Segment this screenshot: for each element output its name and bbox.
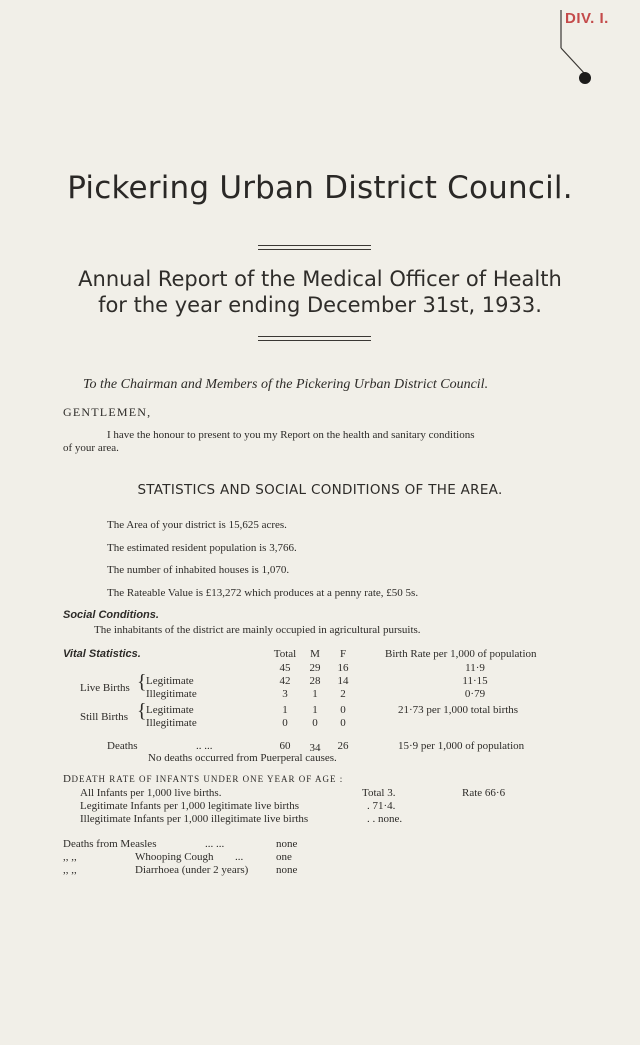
deaths-label: Deaths [107, 740, 138, 752]
still-legit-m: 1 [312, 704, 318, 716]
stamp-mark [555, 8, 595, 88]
deaths-total: 60 [279, 740, 291, 752]
puerperal-note: No deaths occurred from Puerperal causes. [148, 752, 337, 764]
still-rate: 21·73 per 1,000 total births [398, 704, 519, 716]
deaths-rate: 15·9 per 1,000 of population [398, 740, 525, 752]
still-illegit-total: 0 [282, 717, 288, 729]
whooping-label: Whooping Cough [135, 851, 214, 863]
council-title: Pickering Urban District Council. [67, 170, 573, 206]
diarrhoea-value: none [276, 864, 298, 876]
live-illegit-f: 2 [340, 688, 346, 700]
deaths-m: 34 [309, 742, 321, 754]
still-legit-label: Legitimate [146, 704, 194, 716]
live-illegit-label: Illegitimate [146, 688, 197, 700]
whooping-value: one [276, 851, 292, 863]
col-f-header: F [339, 648, 347, 660]
diarrhoea-prefix: ,, ,, [63, 864, 77, 876]
infant-all-label: All Infants per 1,000 live births. [80, 787, 222, 799]
still-legit-f: 0 [340, 704, 346, 716]
still-legit-total: 1 [282, 704, 288, 716]
infant-legit-label: Legitimate Infants per 1,000 legitimate live births [80, 800, 300, 812]
infant-illegit-value: . . none. [367, 813, 403, 825]
live-f: 16 [337, 662, 349, 674]
infant-illegit-label: Illegitimate Infants per 1,000 illegitimate live births [80, 813, 309, 825]
col-total-header: Total [273, 648, 297, 660]
address-line: To the Chairman and Members of the Pickering Urban District Council. [83, 377, 489, 392]
whooping-prefix: ,, ,, [63, 851, 77, 863]
measles-dots: ... ... [205, 838, 225, 850]
infant-all-total: Total 3. [362, 787, 396, 799]
infant-heading: DDEATH RATE OF INFANTS UNDER ONE YEAR OF AGE : [63, 773, 344, 785]
still-births-label: Still Births [80, 711, 128, 723]
division-stamp: DIV. I. [565, 10, 609, 27]
statistics-heading: STATISTICS AND SOCIAL CONDITIONS OF THE AREA. [137, 482, 503, 498]
population-line: The estimated resident population is 3,766. [107, 542, 297, 554]
intro-line1: I have the honour to present to you my Report on the health and sanitary conditions [107, 429, 475, 441]
greeting: GENTLEMEN, [63, 405, 152, 419]
live-legit-total: 42 [279, 675, 291, 687]
report-title-line1: Annual Report of the Medical Officer of Health [78, 267, 562, 291]
subtitle-rule [258, 336, 371, 341]
still-illegit-label: Illegitimate [146, 717, 197, 729]
still-brace: { [137, 700, 147, 722]
still-illegit-f: 0 [340, 717, 346, 729]
infant-legit-value: . 71·4. [367, 800, 396, 812]
still-illegit-m: 0 [312, 717, 318, 729]
area-line: The Area of your district is 15,625 acres. [107, 519, 287, 531]
intro-line2: of your area. [63, 442, 119, 454]
social-heading: Social Conditions. [63, 609, 159, 621]
whooping-dots: ... [235, 851, 244, 863]
live-total: 45 [279, 662, 291, 674]
live-illegit-rate: 0·79 [464, 688, 486, 700]
live-legit-rate: 11·15 [462, 675, 488, 687]
live-illegit-m: 1 [312, 688, 318, 700]
measles-prefix: Deaths from Measles [63, 838, 157, 850]
live-legit-m: 28 [309, 675, 321, 687]
measles-value: none [276, 838, 298, 850]
social-text: The inhabitants of the district are mainly occupied in agricultural pursuits. [94, 624, 421, 636]
vital-heading: Vital Statistics. [63, 648, 141, 660]
live-legit-f: 14 [337, 675, 349, 687]
live-legit-label: Legitimate [146, 675, 194, 687]
infant-all-rate: Rate 66·6 [462, 787, 506, 799]
live-rate: 11·9 [465, 662, 485, 674]
deaths-f: 26 [337, 740, 349, 752]
live-m: 29 [309, 662, 321, 674]
deaths-dots: .. ... [196, 740, 213, 752]
birth-rate-header: Birth Rate per 1,000 of population [385, 648, 537, 660]
diarrhoea-label: Diarrhoea (under 2 years) [135, 864, 249, 876]
live-illegit-total: 3 [282, 688, 288, 700]
houses-line: The number of inhabited houses is 1,070. [107, 564, 290, 576]
col-m-header: M [310, 648, 320, 660]
live-births-label: Live Births [80, 682, 130, 694]
live-brace: { [137, 671, 147, 693]
report-title-line2: for the year ending December 31st, 1933. [98, 293, 542, 317]
title-rule [258, 245, 371, 250]
rateable-line: The Rateable Value is £13,272 which produces at a penny rate, £50 5s. [107, 587, 419, 599]
